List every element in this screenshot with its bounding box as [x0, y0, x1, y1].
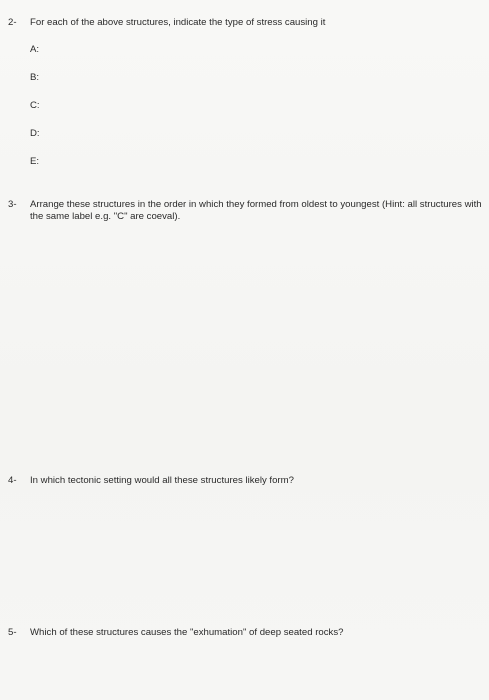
question-3-number: 3- — [8, 199, 17, 210]
question-5 — [8, 627, 483, 639]
question-2 — [8, 17, 483, 29]
answer-label-b: B: — [30, 72, 40, 83]
question-2-number: 2- — [8, 17, 17, 28]
question-5-number: 5- — [8, 627, 17, 638]
answer-label-a: A: — [30, 44, 40, 55]
answer-label-e: E: — [30, 156, 40, 167]
question-2-text: For each of the above structures, indicate the type of stress causing it — [30, 17, 326, 28]
answer-label-c: C: — [30, 100, 40, 111]
question-3 — [8, 199, 483, 223]
question-4 — [8, 475, 483, 487]
question-5-text: Which of these structures causes the "exhumation" of deep seated rocks? — [30, 627, 344, 638]
question-4-text: In which tectonic setting would all these structures likely form? — [30, 475, 294, 486]
question-3-text: Arrange these structures in the order in which they formed from oldest to youngest (Hint: all structures with the same label e.g. "C" are coeval). — [30, 199, 482, 222]
answer-label-d: D: — [30, 128, 40, 139]
question-4-number: 4- — [8, 475, 17, 486]
